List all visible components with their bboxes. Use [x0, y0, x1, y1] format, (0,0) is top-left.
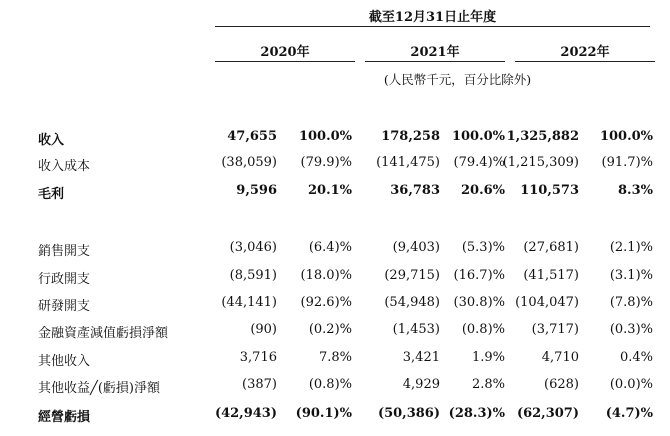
year-header-2020: 2020年	[260, 45, 310, 60]
cell-amount-2020: (44,141)	[221, 295, 277, 310]
cell-amount-2020: (42,943)	[214, 406, 277, 421]
table-row	[0, 129, 670, 149]
cell-pct-2022: (0.3)%	[609, 322, 653, 337]
units-note-text: (人民幣千元，百分比除外)	[383, 72, 532, 87]
cell-pct-2022: (0.0)%	[609, 377, 653, 392]
cell-pct-2020: (6.4)%	[308, 240, 352, 255]
cell-pct-2021: (16.7)%	[453, 268, 505, 283]
row-label: 經營虧損	[38, 410, 91, 425]
cell-amount-2022: (3,717)	[531, 322, 579, 337]
header-divider	[215, 26, 650, 27]
cell-amount-2020: (8,591)	[229, 268, 277, 283]
cell-pct-2020: 7.8%	[318, 350, 352, 365]
cell-pct-2021: 1.9%	[471, 350, 505, 365]
cell-pct-2022: (2.1)%	[609, 240, 653, 255]
cell-pct-2021: (0.8)%	[461, 322, 505, 337]
cell-amount-2022: (1,215,309)	[502, 155, 579, 170]
table-row	[0, 268, 670, 288]
cell-amount-2020: (387)	[242, 377, 277, 392]
cell-amount-2022: (27,681)	[523, 240, 579, 255]
table-row	[0, 183, 670, 203]
cell-pct-2021: 2.8%	[471, 377, 505, 392]
cell-pct-2022: 0.4%	[619, 350, 653, 365]
table-row	[0, 295, 670, 315]
cell-pct-2022: (7.8)%	[609, 295, 653, 310]
cell-amount-2020: 9,596	[236, 183, 277, 198]
cell-pct-2022: 8.3%	[618, 183, 653, 198]
cell-pct-2020: (18.0)%	[300, 268, 352, 283]
row-label: 收入	[38, 133, 65, 148]
cell-pct-2022: (4.7)%	[605, 406, 653, 421]
cell-amount-2020: 47,655	[227, 129, 277, 144]
cell-pct-2021: 100.0%	[451, 129, 505, 144]
cell-pct-2022: 100.0%	[599, 129, 653, 144]
units-note	[215, 70, 650, 88]
row-label: 研發開支	[38, 299, 91, 314]
cell-amount-2021: (1,453)	[392, 322, 440, 337]
row-label: 毛利	[38, 187, 65, 202]
year-underline-2021	[365, 61, 505, 62]
cell-amount-2022: 4,710	[541, 350, 579, 365]
cell-amount-2021: (54,948)	[384, 295, 440, 310]
table-row	[0, 155, 670, 175]
cell-amount-2020: (3,046)	[229, 240, 277, 255]
cell-pct-2020: 100.0%	[298, 129, 352, 144]
row-label: 行政開支	[38, 272, 91, 287]
cell-amount-2021: (29,715)	[384, 268, 440, 283]
row-label: 金融資產減值虧損淨額	[38, 326, 169, 341]
row-label: 其他收益╱(虧損)淨額	[38, 381, 160, 396]
cell-pct-2020: (0.8)%	[308, 377, 352, 392]
cell-pct-2021: (30.8)%	[453, 295, 505, 310]
cell-amount-2021: (50,386)	[377, 406, 440, 421]
row-label: 其他收入	[38, 354, 91, 369]
cell-amount-2021: 36,783	[390, 183, 440, 198]
cell-amount-2022: 1,325,882	[506, 129, 579, 144]
cell-amount-2020: (90)	[250, 322, 277, 337]
year-underline-2020	[215, 61, 355, 62]
cell-amount-2021: (141,475)	[376, 155, 440, 170]
cell-amount-2022: (628)	[544, 377, 579, 392]
cell-pct-2022: (91.7)%	[601, 155, 653, 170]
cell-amount-2021: 178,258	[381, 129, 440, 144]
cell-pct-2021: (5.3)%	[461, 240, 505, 255]
cell-pct-2021: (79.4)%	[453, 155, 505, 170]
year-header-2021: 2021年	[410, 45, 460, 60]
cell-pct-2020: (79.9)%	[300, 155, 352, 170]
period-header: 截至12月31日止年度	[368, 10, 497, 25]
row-label: 銷售開支	[38, 244, 91, 259]
cell-amount-2022: (62,307)	[516, 406, 579, 421]
table-row	[0, 406, 670, 426]
cell-amount-2021: (9,403)	[392, 240, 440, 255]
cell-amount-2022: (104,047)	[515, 295, 579, 310]
cell-amount-2020: 3,716	[239, 350, 277, 365]
year-header-2022: 2022年	[560, 45, 610, 60]
row-label: 收入成本	[38, 159, 91, 174]
table-row	[0, 240, 670, 260]
table-row	[0, 377, 670, 397]
table-row	[0, 322, 670, 342]
cell-pct-2022: (3.1)%	[609, 268, 653, 283]
year-underline-2022	[515, 61, 655, 62]
cell-pct-2020: 20.1%	[307, 183, 352, 198]
cell-pct-2020: (90.1)%	[295, 406, 352, 421]
cell-amount-2021: 4,929	[402, 377, 440, 392]
cell-pct-2021: 20.6%	[460, 183, 505, 198]
cell-amount-2022: (41,517)	[523, 268, 579, 283]
cell-amount-2022: 110,573	[520, 183, 579, 198]
cell-amount-2020: (38,059)	[221, 155, 277, 170]
cell-pct-2021: (28.3)%	[448, 406, 505, 421]
cell-pct-2020: (0.2)%	[308, 322, 352, 337]
table-row	[0, 350, 670, 370]
cell-amount-2021: 3,421	[402, 350, 440, 365]
cell-pct-2020: (92.6)%	[300, 295, 352, 310]
